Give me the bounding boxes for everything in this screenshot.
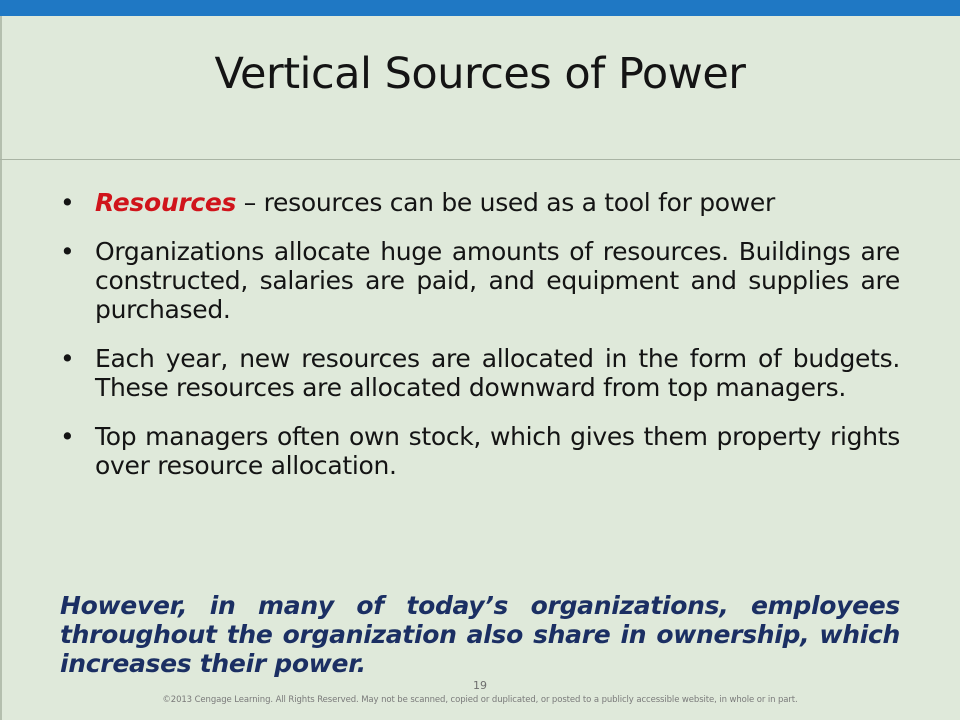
bullet-text: Each year, new resources are allocated in the form of budgets. These resources are allocated downward from top managers. (95, 344, 900, 402)
bullet-item (60, 237, 900, 324)
bullet-list (60, 188, 900, 500)
copyright-notice: ©2013 Cengage Learning. All Rights Reserved. May not be scanned, copied or duplicated, or posted to a publicly accessible website, in whole or in part. (162, 695, 798, 705)
bullet-text: – resources can be used as a tool for power (236, 188, 775, 217)
bullet-term: Resources (95, 188, 237, 217)
bullet-dot-icon: • (60, 237, 75, 266)
slide-title: Vertical Sources of Power (214, 49, 746, 99)
closing-statement: However, in many of today’s organizations, employees throughout the organization also share in ownership, which increases their power. (60, 591, 900, 678)
page-number: 19 (473, 679, 487, 692)
top-accent-bar (0, 0, 960, 16)
bullet-dot-icon: • (60, 344, 75, 373)
bullet-text: Organizations allocate huge amounts of resources. Buildings are constructed, salaries are paid, and equipment and supplies are purchased. (95, 237, 900, 324)
bullet-text: Top managers often own stock, which gives them property rights over resource allocation. (95, 422, 900, 480)
bullet-item (60, 344, 900, 402)
bullet-dot-icon: • (60, 422, 75, 451)
bullet-item (60, 188, 900, 217)
bullet-item (60, 422, 900, 480)
bullet-dot-icon: • (60, 188, 75, 217)
